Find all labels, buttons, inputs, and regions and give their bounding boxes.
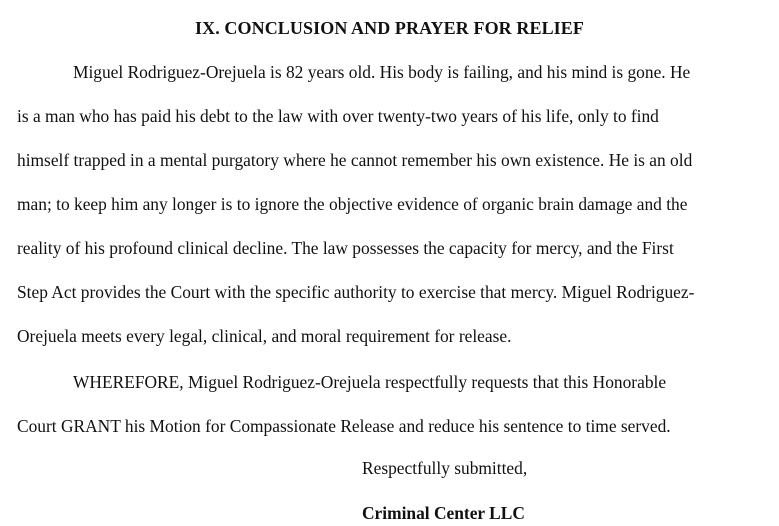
paragraph-line: is a man who has paid his debt to the law with over twenty-two years of his life, only to find bbox=[17, 106, 659, 126]
paragraph-line: himself trapped in a mental purgatory where he cannot remember his own existence. He is an old bbox=[17, 150, 693, 170]
signatory-name: Criminal Center LLC bbox=[362, 503, 525, 523]
paragraph-line: Orejuela meets every legal, clinical, and moral requirement for release. bbox=[17, 326, 512, 346]
prayer-paragraph bbox=[17, 360, 769, 448]
paragraph-line: Miguel Rodriguez-Orejuela is 82 years old. His body is failing, and his mind is gone. He bbox=[73, 62, 691, 82]
paragraph-line: reality of his profound clinical decline. The law possesses the capacity for mercy, and the First bbox=[17, 238, 674, 258]
closing-text: Respectfully submitted, bbox=[362, 458, 528, 478]
paragraph-line: man; to keep him any longer is to ignore the objective evidence of organic brain damage and the bbox=[17, 194, 688, 214]
paragraph-line: Court GRANT his Motion for Compassionate Release and reduce his sentence to time served. bbox=[17, 416, 671, 436]
conclusion-paragraph bbox=[17, 50, 769, 358]
paragraph-line: Step Act provides the Court with the specific authority to exercise that mercy. Miguel Rodriguez- bbox=[17, 282, 695, 302]
paragraph-line: WHEREFORE, Miguel Rodriguez-Orejuela respectfully requests that this Honorable bbox=[73, 372, 667, 392]
section-heading: IX. CONCLUSION AND PRAYER FOR RELIEF bbox=[195, 18, 584, 38]
